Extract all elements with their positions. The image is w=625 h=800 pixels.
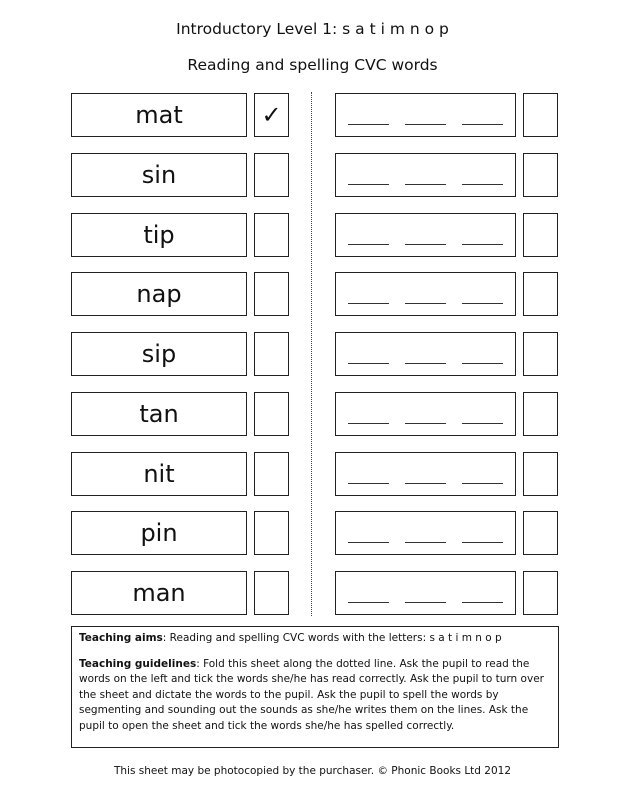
read-tick-box[interactable] bbox=[254, 392, 289, 436]
read-tick-box[interactable]: ✓ bbox=[254, 93, 289, 137]
letter-write-line[interactable] bbox=[405, 303, 446, 304]
word-box: tan bbox=[71, 392, 247, 436]
letter-write-line[interactable] bbox=[405, 244, 446, 245]
letter-write-line[interactable] bbox=[405, 423, 446, 424]
letter-write-line[interactable] bbox=[348, 184, 389, 185]
letter-write-line[interactable] bbox=[405, 124, 446, 125]
spell-tick-box[interactable] bbox=[523, 452, 558, 496]
letter-write-line[interactable] bbox=[462, 602, 503, 603]
letter-write-line[interactable] bbox=[348, 423, 389, 424]
spelling-lines-box[interactable] bbox=[335, 93, 516, 137]
letter-write-line[interactable] bbox=[348, 363, 389, 364]
spelling-lines-box[interactable] bbox=[335, 213, 516, 257]
teaching-aims-text: : Reading and spelling CVC words with the letters: s a t i m n o p bbox=[162, 632, 502, 644]
letter-write-line[interactable] bbox=[348, 303, 389, 304]
spell-tick-box[interactable] bbox=[523, 511, 558, 555]
spelling-lines-box[interactable] bbox=[335, 153, 516, 197]
teaching-info-box bbox=[71, 626, 559, 748]
word-box: nap bbox=[71, 272, 247, 316]
letter-write-line[interactable] bbox=[462, 542, 503, 543]
spell-tick-box[interactable] bbox=[523, 392, 558, 436]
teaching-guidelines bbox=[79, 657, 551, 735]
spell-tick-box[interactable] bbox=[523, 571, 558, 615]
spelling-lines-box[interactable] bbox=[335, 511, 516, 555]
spell-tick-box[interactable] bbox=[523, 93, 558, 137]
letter-write-line[interactable] bbox=[462, 244, 503, 245]
letter-write-line[interactable] bbox=[405, 542, 446, 543]
spelling-lines-box[interactable] bbox=[335, 392, 516, 436]
spelling-lines-box[interactable] bbox=[335, 571, 516, 615]
letter-write-line[interactable] bbox=[348, 602, 389, 603]
page-title: Introductory Level 1: s a t i m n o p bbox=[176, 20, 449, 38]
letter-write-line[interactable] bbox=[405, 483, 446, 484]
letter-write-line[interactable] bbox=[348, 542, 389, 543]
letter-write-line[interactable] bbox=[462, 303, 503, 304]
spelling-lines-box[interactable] bbox=[335, 452, 516, 496]
read-tick-box[interactable] bbox=[254, 511, 289, 555]
letter-write-line[interactable] bbox=[462, 423, 503, 424]
read-tick-box[interactable] bbox=[254, 272, 289, 316]
spell-tick-box[interactable] bbox=[523, 272, 558, 316]
letter-write-line[interactable] bbox=[462, 124, 503, 125]
letter-write-line[interactable] bbox=[348, 124, 389, 125]
letter-write-line[interactable] bbox=[348, 244, 389, 245]
letter-write-line[interactable] bbox=[462, 483, 503, 484]
read-tick-box[interactable] bbox=[254, 332, 289, 376]
word-box: tip bbox=[71, 213, 247, 257]
letter-write-line[interactable] bbox=[405, 363, 446, 364]
word-box: nit bbox=[71, 452, 247, 496]
spell-tick-box[interactable] bbox=[523, 332, 558, 376]
copyright-footer: This sheet may be photocopied by the purchaser. © Phonic Books Ltd 2012 bbox=[113, 765, 512, 777]
letter-write-line[interactable] bbox=[348, 483, 389, 484]
spell-tick-box[interactable] bbox=[523, 153, 558, 197]
word-box: sip bbox=[71, 332, 247, 376]
letter-write-line[interactable] bbox=[462, 184, 503, 185]
spelling-lines-box[interactable] bbox=[335, 272, 516, 316]
word-box: man bbox=[71, 571, 247, 615]
page-subtitle: Reading and spelling CVC words bbox=[187, 56, 438, 74]
read-tick-box[interactable] bbox=[254, 571, 289, 615]
word-box: mat bbox=[71, 93, 247, 137]
read-tick-box[interactable] bbox=[254, 153, 289, 197]
word-box: sin bbox=[71, 153, 247, 197]
read-tick-box[interactable] bbox=[254, 452, 289, 496]
spelling-lines-box[interactable] bbox=[335, 332, 516, 376]
letter-write-line[interactable] bbox=[405, 184, 446, 185]
teaching-guidelines-text: : Fold this sheet along the dotted line. Ask the pupil to read the words on the left and tick the words she/he has read correctly. Ask the pupil to turn over the sheet and dictate the words to the pupil. Ask the pupil to spell the words by segmenting and sounding out the sounds as she/he writes them on the lines. Ask the pupil to open the sheet and tick the words she/he has spelled correctly. bbox=[79, 657, 544, 732]
spell-tick-box[interactable] bbox=[523, 213, 558, 257]
fold-dotted-line bbox=[311, 92, 312, 616]
teaching-aims-label: Teaching aims bbox=[79, 632, 163, 644]
read-tick-box[interactable] bbox=[254, 213, 289, 257]
word-box: pin bbox=[71, 511, 247, 555]
teaching-guidelines-label: Teaching guidelines bbox=[79, 657, 197, 670]
letter-write-line[interactable] bbox=[462, 363, 503, 364]
letter-write-line[interactable] bbox=[405, 602, 446, 603]
teaching-aims bbox=[79, 631, 551, 647]
